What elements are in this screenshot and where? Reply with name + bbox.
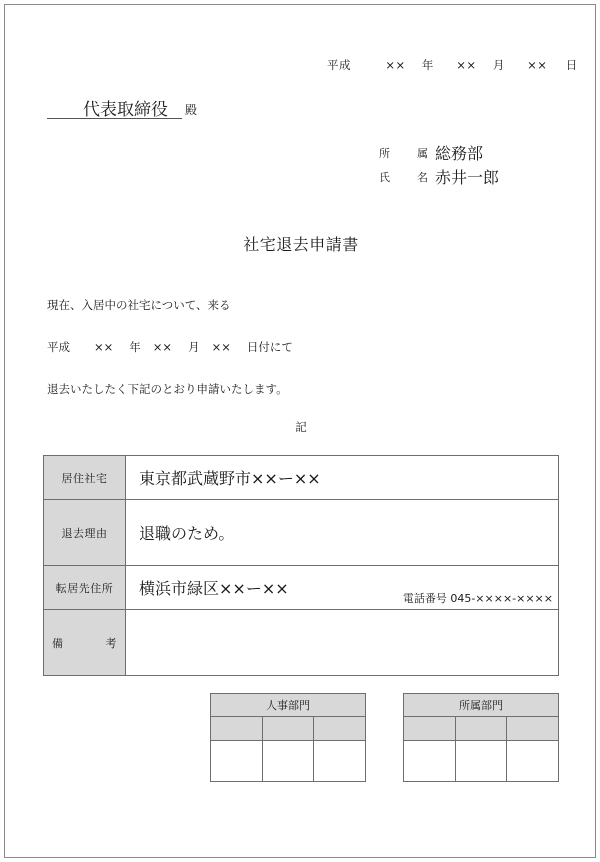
hr-stamp-box — [210, 693, 366, 782]
document-page — [4, 4, 596, 858]
remarks-label-b: 考 — [105, 636, 117, 650]
reason-value: 退職のため。 — [126, 500, 559, 566]
remarks-label-cell — [44, 610, 126, 676]
body-era: 平成 — [47, 340, 70, 354]
body-line-2 — [47, 339, 293, 355]
dept-stamp-title: 所属部門 — [404, 694, 559, 717]
date-month-unit: 月 — [492, 58, 505, 72]
hr-stamp-title: 人事部門 — [211, 694, 366, 717]
dept-stamp-header-cell — [455, 717, 507, 741]
table-row-reason — [44, 500, 559, 566]
dept-stamp-header-cell — [507, 717, 559, 741]
remarks-value — [126, 610, 559, 676]
hr-stamp-cell — [314, 741, 366, 782]
body-year: ×× — [94, 340, 114, 354]
department-label-b: 属 — [417, 147, 428, 160]
table-row-remarks — [44, 610, 559, 676]
residence-label: 居住社宅 — [44, 456, 126, 500]
body-month: ×× — [152, 340, 173, 354]
addressee-line — [47, 95, 182, 119]
body-year-unit: 年 — [129, 340, 141, 354]
dept-stamp-cell — [455, 741, 507, 782]
phone-number: 電話番号 045-××××-×××× — [402, 592, 553, 605]
remarks-label-a: 備 — [52, 636, 64, 650]
new-address-label: 転居先住所 — [44, 566, 126, 610]
department-label-a: 所 — [379, 147, 390, 160]
hr-stamp-cell — [262, 741, 314, 782]
body-line-3: 退去いたしたく下記のとおり申請いたします。 — [47, 382, 288, 396]
department-value: 総務部 — [435, 144, 484, 163]
ki-heading: 記 — [295, 420, 307, 434]
date-year: ×× — [385, 58, 406, 72]
date-line — [327, 57, 578, 73]
new-address-cell — [126, 566, 559, 610]
date-month: ×× — [456, 58, 477, 72]
name-label-a: 氏 — [379, 171, 390, 184]
dept-stamp-header-cell — [404, 717, 456, 741]
table-row-new-address — [44, 566, 559, 610]
addressee-suffix: 殿 — [185, 103, 198, 117]
dept-stamp-box — [403, 693, 559, 782]
date-day: ×× — [527, 58, 548, 72]
dept-stamp-cell — [507, 741, 559, 782]
body-month-unit: 月 — [188, 340, 200, 354]
hr-stamp-header-cell — [262, 717, 314, 741]
reason-label: 退去理由 — [44, 500, 126, 566]
name-label-b: 名 — [417, 171, 428, 184]
date-era: 平成 — [327, 58, 351, 72]
new-address-value: 横浜市緑区××ー×× — [139, 579, 289, 598]
table-row-residence — [44, 456, 559, 500]
name-value: 赤井一郎 — [435, 168, 500, 187]
dept-stamp-cell — [404, 741, 456, 782]
body-date-suffix: 日付にて — [246, 340, 293, 354]
hr-stamp-cell — [211, 741, 263, 782]
hr-stamp-header-cell — [211, 717, 263, 741]
date-year-unit: 年 — [421, 58, 434, 72]
document-title: 社宅退去申請書 — [243, 235, 359, 254]
residence-value: 東京都武蔵野市××ー×× — [126, 456, 559, 500]
body-day: ×× — [211, 340, 231, 354]
addressee-name: 代表取締役 — [83, 100, 168, 120]
application-table — [43, 455, 559, 676]
body-line-1: 現在、入居中の社宅について、来る — [47, 298, 231, 312]
date-day-unit: 日 — [565, 58, 578, 72]
hr-stamp-header-cell — [314, 717, 366, 741]
